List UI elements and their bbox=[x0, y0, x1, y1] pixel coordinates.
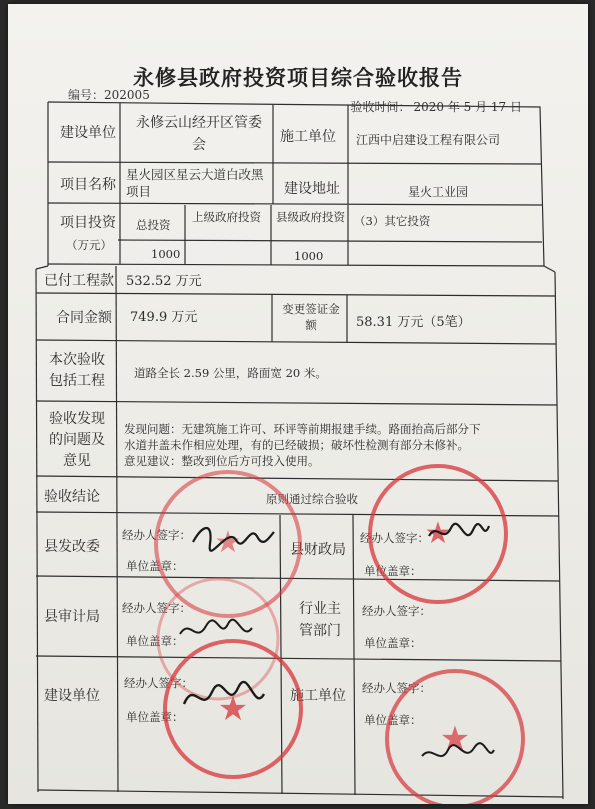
builder-label: 建设单位 bbox=[60, 125, 116, 141]
builder-value: 永修云山经开区管委会 bbox=[136, 115, 262, 154]
project-name-value: 星火园区星云大道白改黑项目 bbox=[126, 167, 264, 199]
change-value: 58.31 万元（5笔） bbox=[356, 315, 471, 330]
issues-line-2: 水道井盖未作相应处理，有的已经破损；破坏性检测有部分未修补。 bbox=[124, 438, 469, 452]
conclusion-label: 验收结论 bbox=[44, 489, 100, 505]
scope-label: 本次验收包括工程 bbox=[49, 352, 105, 389]
svg-text:★: ★ bbox=[424, 516, 452, 551]
upper-gov-label: 上级政府投资 bbox=[192, 210, 261, 224]
drc-seal-label: 单位盖章： bbox=[126, 559, 184, 573]
industry-seal-label: 单位盖章： bbox=[364, 636, 422, 650]
number-value: 202005 bbox=[104, 88, 150, 102]
paid-value: 532.52 万元 bbox=[126, 274, 202, 289]
contractor-value: 江西中启建设工程有限公司 bbox=[356, 133, 501, 147]
issues-line-3: 意见建议：整改到位后方可投入使用。 bbox=[124, 454, 320, 468]
county-gov-value: 1000 bbox=[294, 249, 324, 263]
total-investment-label: 总投资 bbox=[136, 218, 171, 232]
date-label: 验收时间： bbox=[350, 100, 411, 114]
project-name-label: 项目名称 bbox=[60, 177, 116, 193]
investment-label: 项目投资 bbox=[60, 215, 116, 231]
change-label: 变更签证金额 bbox=[282, 302, 340, 332]
investment-unit: （万元） bbox=[66, 238, 112, 252]
issues-line-1: 发现问题：无建筑施工许可、环评等前期报建手续。路面抬高后部分下 bbox=[124, 422, 481, 436]
finance-seal-label: 单位盖章： bbox=[364, 564, 422, 578]
contractor-label: 施工单位 bbox=[280, 129, 336, 145]
drc-handler-label: 经办人签字： bbox=[122, 528, 191, 542]
finance-handler-label: 经办人签字： bbox=[360, 531, 429, 545]
total-investment-value: 1000 bbox=[151, 247, 181, 261]
svg-text:★: ★ bbox=[439, 719, 471, 759]
contract-label: 合同金额 bbox=[56, 310, 112, 326]
builder-handler-label: 经办人签字： bbox=[124, 676, 193, 690]
drc-label: 县发改委 bbox=[44, 539, 100, 555]
industry-handler-label: 经办人签字： bbox=[362, 604, 431, 618]
date-value: 2020 年 5 月 17 日 bbox=[413, 100, 522, 114]
contractor-sign-label: 施工单位 bbox=[290, 688, 346, 704]
builder-seal-label: 单位盖章： bbox=[126, 710, 184, 724]
other-investment-label: （3）其它投资 bbox=[354, 214, 431, 228]
audit-label: 县审计局 bbox=[44, 609, 100, 625]
conclusion-value: 原则通过综合验收 bbox=[266, 492, 358, 506]
county-gov-label: 县级政府投资 bbox=[276, 210, 345, 224]
report-sheet bbox=[8, 4, 588, 804]
industry-label: 行业主管部门 bbox=[299, 601, 341, 640]
location-value: 星火工业园 bbox=[408, 185, 469, 199]
contract-value: 749.9 万元 bbox=[130, 310, 198, 325]
finance-label: 县财政局 bbox=[290, 542, 346, 558]
contractor-seal-label: 单位盖章： bbox=[364, 713, 422, 727]
paid-label: 已付工程款 bbox=[44, 273, 114, 289]
audit-seal-label: 单位盖章： bbox=[126, 634, 184, 648]
number-label: 编号： bbox=[68, 88, 105, 102]
svg-text:★: ★ bbox=[217, 689, 249, 729]
svg-text:★: ★ bbox=[214, 525, 242, 560]
issues-label: 验收发现的问题及意见 bbox=[49, 411, 105, 469]
contractor-handler-label: 经办人签字： bbox=[362, 681, 431, 695]
report-title: 永修县政府投资项目综合验收报告 bbox=[133, 65, 463, 90]
builder-sign-label: 建设单位 bbox=[44, 688, 100, 704]
audit-handler-label: 经办人签字： bbox=[122, 601, 191, 615]
location-label: 建设地址 bbox=[284, 181, 340, 197]
scope-value: 道路全长 2.59 公里，路面宽 20 米。 bbox=[134, 366, 327, 380]
